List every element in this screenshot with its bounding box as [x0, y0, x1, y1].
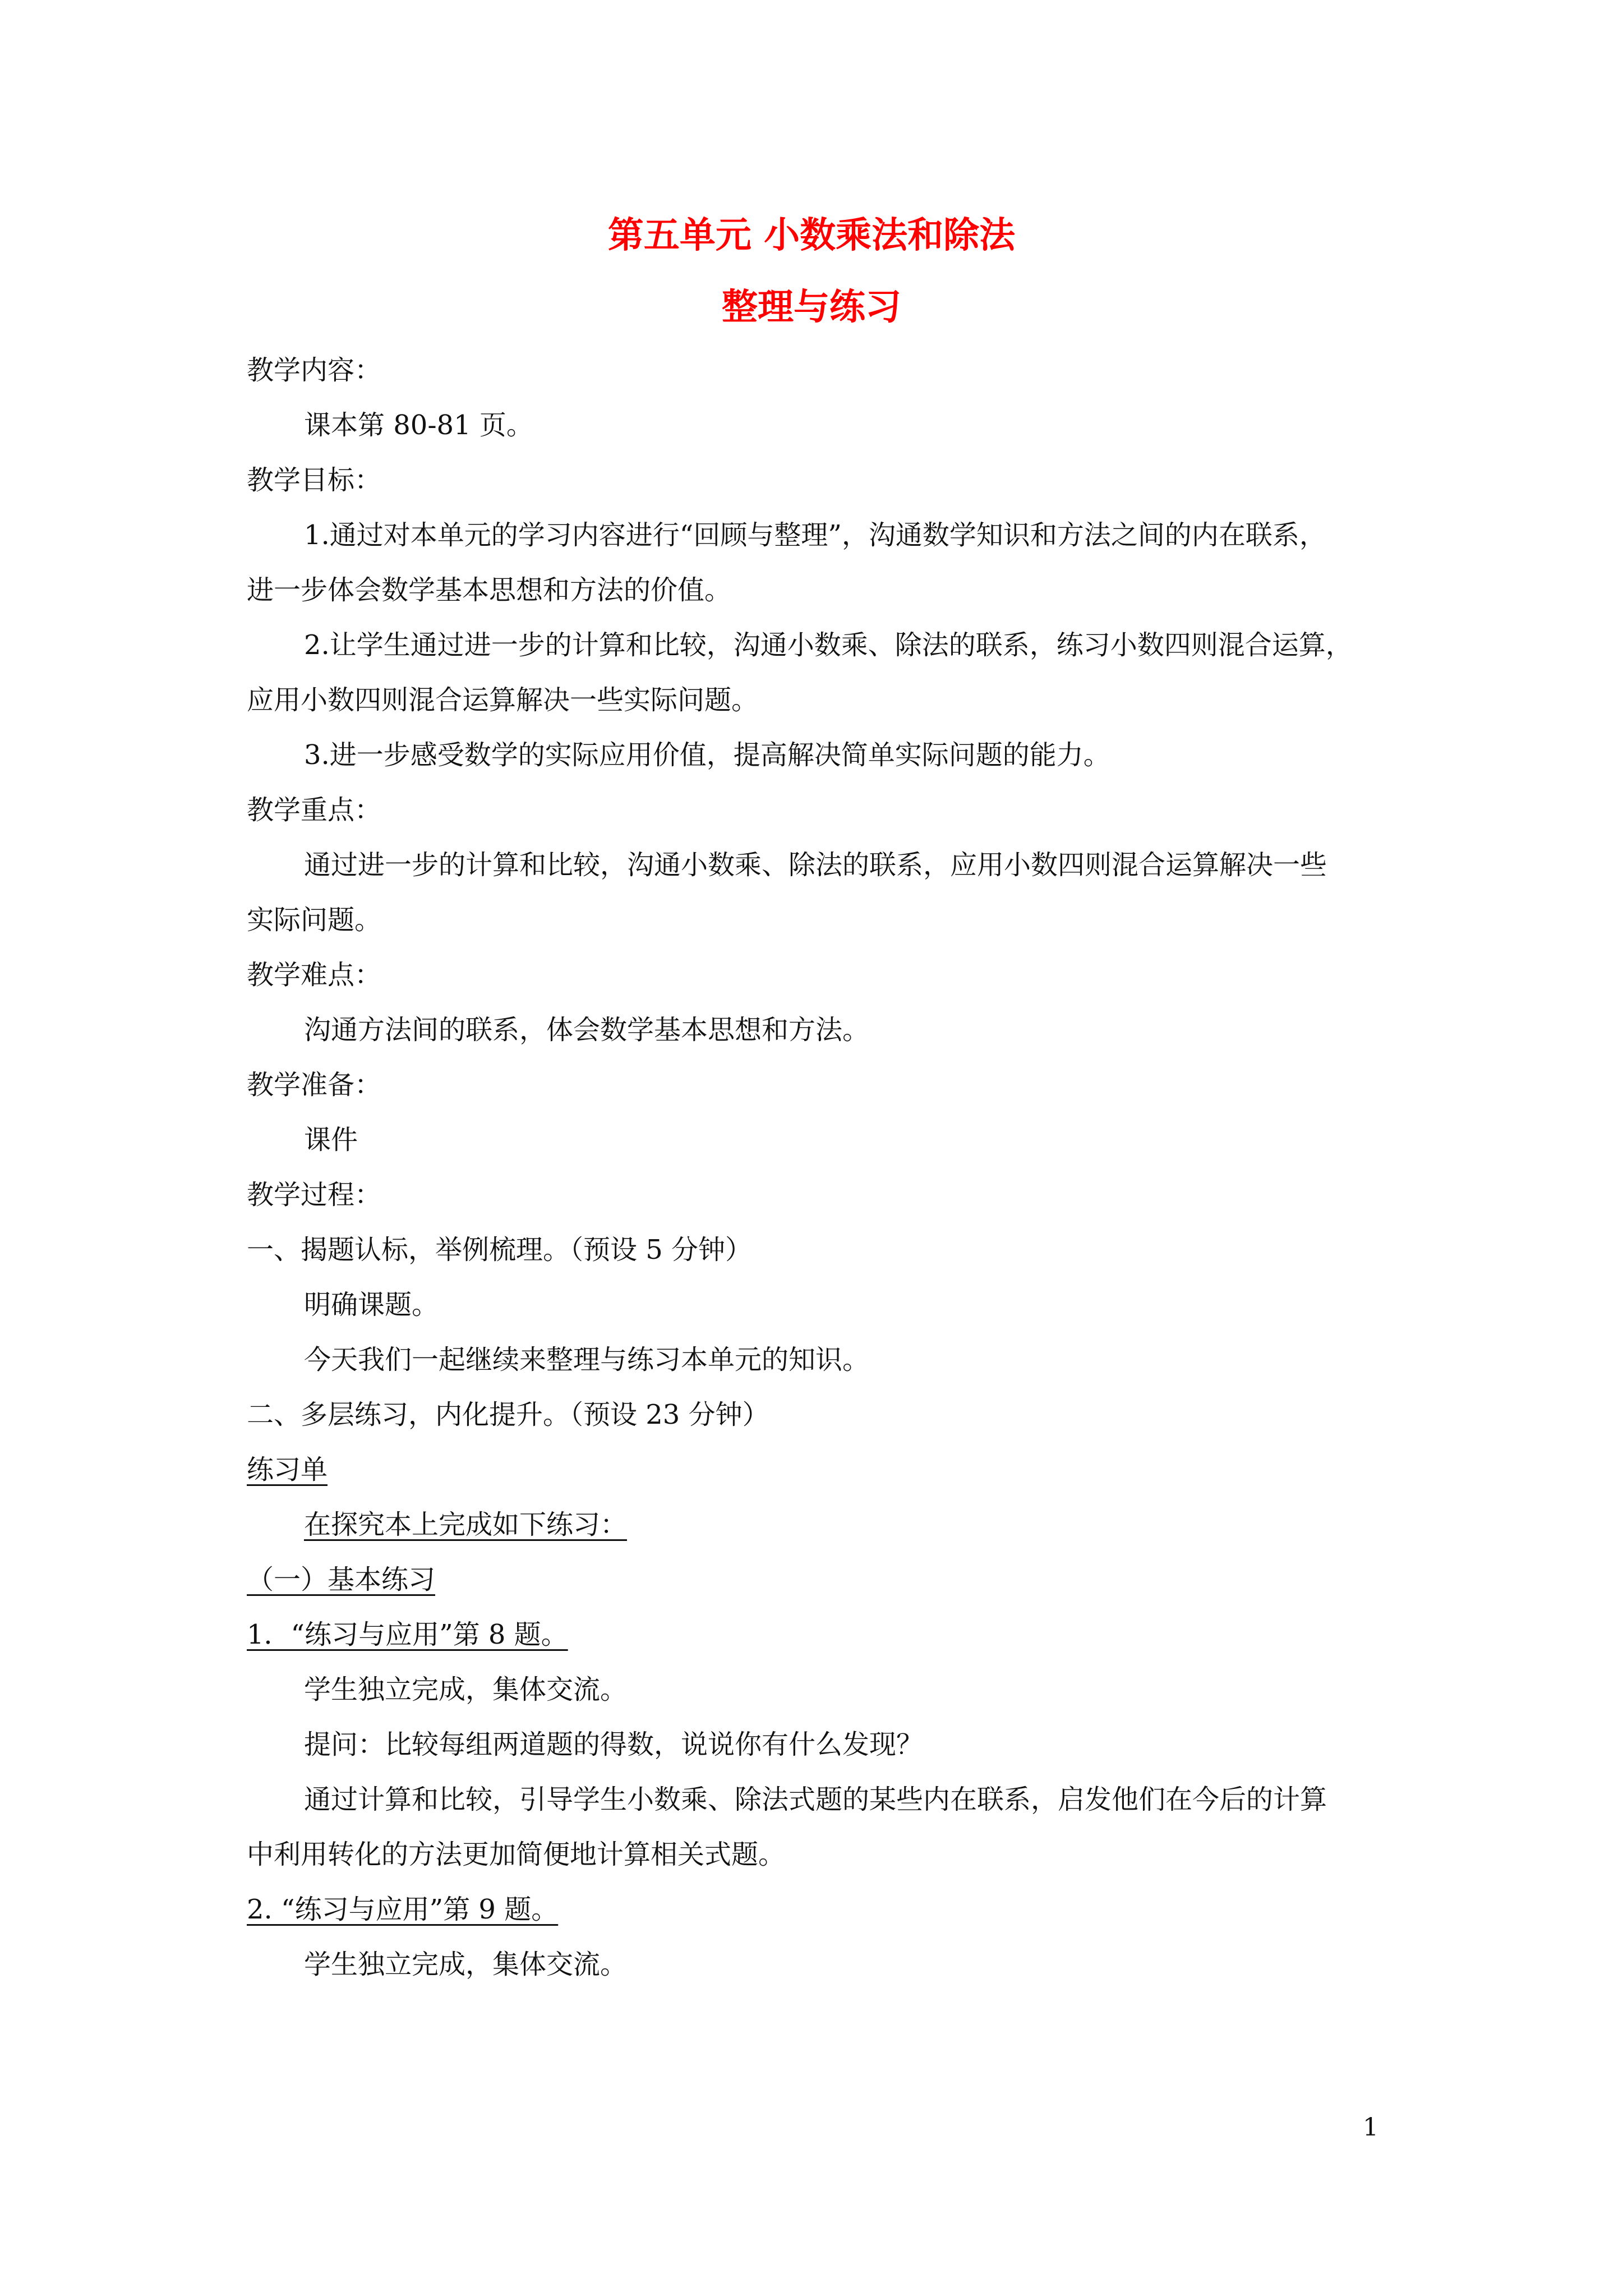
exercise-sheet-heading: 练习单 — [247, 1454, 328, 1485]
section-heading-key-points: 教学重点： — [247, 794, 382, 826]
paragraph-line: 中利用转化的方法更加简便地计算相关式题。 — [247, 1839, 786, 1870]
paragraph-line: 提问：比较每组两道题的得数，说说你有什么发现？ — [304, 1729, 924, 1760]
paragraph-line: 1.通过对本单元的学习内容进行“回顾与整理”，沟通数学知识和方法之间的内在联系， — [304, 519, 1326, 551]
paragraph-line: 课件 — [304, 1124, 358, 1156]
paragraph-line: 应用小数四则混合运算解决一些实际问题。 — [247, 684, 759, 716]
paragraph-line: 学生独立完成，集体交流。 — [304, 1949, 628, 1980]
paragraph-line: 沟通方法间的联系，体会数学基本思想和方法。 — [304, 1014, 870, 1046]
section-heading-preparation: 教学准备： — [247, 1069, 382, 1101]
paragraph-line: 明确课题。 — [304, 1289, 439, 1320]
page-subtitle: 整理与练习 — [722, 286, 901, 328]
step-heading-2: 二、多层练习，内化提升。（预设 23 分钟） — [247, 1399, 769, 1430]
page-number: 1 — [1363, 2113, 1378, 2142]
paragraph-line: 通过计算和比较，引导学生小数乘、除法式题的某些内在联系，启发他们在今后的计算 — [304, 1784, 1327, 1815]
exercise-item-1: 1．“练习与应用”第 8 题。 — [247, 1619, 568, 1650]
basic-practice-heading: （一）基本练习 — [247, 1564, 436, 1595]
step-heading-1: 一、揭题认标，举例梳理。（预设 5 分钟） — [247, 1234, 753, 1266]
section-heading-process: 教学过程： — [247, 1179, 382, 1211]
exercise-item-2: 2. “练习与应用”第 9 题。 — [247, 1894, 559, 1925]
paragraph-line: 实际问题。 — [247, 904, 382, 936]
paragraph-line: 2.让学生通过进一步的计算和比较，沟通小数乘、除法的联系，练习小数四则混合运算， — [304, 629, 1353, 661]
section-heading-content: 教学内容： — [247, 355, 382, 386]
paragraph-line: 课本第 80-81 页。 — [304, 409, 533, 441]
paragraph-line: 学生独立完成，集体交流。 — [304, 1674, 628, 1705]
paragraph-line: 3.进一步感受数学的实际应用价值，提高解决简单实际问题的能力。 — [304, 739, 1110, 771]
exercise-instruction: 在探究本上完成如下练习： — [304, 1509, 628, 1540]
page-title: 第五单元 小数乘法和除法 — [607, 214, 1016, 256]
section-heading-difficulties: 教学难点： — [247, 959, 382, 991]
paragraph-line: 今天我们一起继续来整理与练习本单元的知识。 — [304, 1344, 870, 1375]
section-heading-goals: 教学目标： — [247, 464, 382, 496]
paragraph-line: 进一步体会数学基本思想和方法的价值。 — [247, 574, 732, 606]
paragraph-line: 通过进一步的计算和比较，沟通小数乘、除法的联系，应用小数四则混合运算解决一些 — [304, 849, 1327, 881]
